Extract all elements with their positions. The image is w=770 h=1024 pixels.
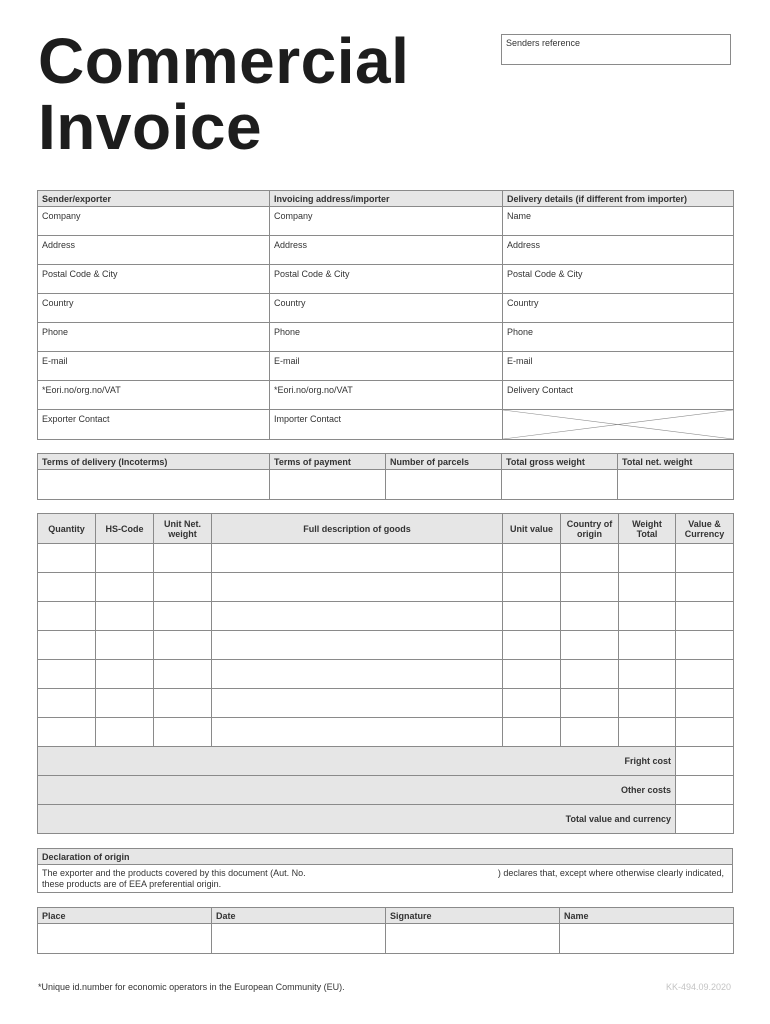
fright-cost-field[interactable] — [676, 747, 734, 776]
importer-contact-field[interactable]: Importer Contact — [270, 410, 503, 440]
exporter-eori-field[interactable]: *Eori.no/org.no/VAT — [38, 381, 270, 410]
goods-cell[interactable] — [676, 544, 734, 573]
goods-cell[interactable] — [503, 544, 561, 573]
total-value-field[interactable] — [676, 805, 734, 834]
goods-cell[interactable] — [503, 660, 561, 689]
importer-phone-field[interactable]: Phone — [270, 323, 503, 352]
other-costs-label: Other costs — [38, 776, 676, 805]
goods-row — [38, 631, 734, 660]
exporter-contact-field[interactable]: Exporter Contact — [38, 410, 270, 440]
goods-row — [38, 718, 734, 747]
value-currency-header: Value & Currency — [676, 514, 734, 544]
goods-cell[interactable] — [96, 631, 154, 660]
importer-address-field[interactable]: Address — [270, 236, 503, 265]
name-field[interactable] — [560, 924, 734, 954]
country-of-origin-header: Country of origin — [561, 514, 619, 544]
unit-value-header: Unit value — [503, 514, 561, 544]
declaration-text — [38, 865, 733, 893]
goods-cell[interactable] — [676, 660, 734, 689]
goods-cell[interactable] — [561, 689, 619, 718]
goods-row — [38, 544, 734, 573]
importer-postal-field[interactable]: Postal Code & City — [270, 265, 503, 294]
goods-cell[interactable] — [561, 602, 619, 631]
goods-cell[interactable] — [154, 689, 212, 718]
goods-cell[interactable] — [676, 631, 734, 660]
fright-cost-label: Fright cost — [38, 747, 676, 776]
place-header: Place — [38, 908, 212, 924]
goods-cell[interactable] — [154, 602, 212, 631]
number-of-parcels-header: Number of parcels — [386, 454, 502, 470]
goods-cell[interactable] — [96, 602, 154, 631]
declaration-table — [37, 848, 733, 893]
goods-cell[interactable] — [38, 718, 96, 747]
goods-cell[interactable] — [38, 544, 96, 573]
goods-cell[interactable] — [38, 689, 96, 718]
goods-row — [38, 573, 734, 602]
goods-cell[interactable] — [561, 718, 619, 747]
exporter-company-field[interactable]: Company — [38, 207, 270, 236]
goods-cell[interactable] — [676, 602, 734, 631]
goods-cell[interactable] — [154, 660, 212, 689]
goods-cell[interactable] — [561, 573, 619, 602]
goods-cell[interactable] — [619, 718, 676, 747]
exporter-postal-field[interactable]: Postal Code & City — [38, 265, 270, 294]
terms-of-payment-header: Terms of payment — [270, 454, 386, 470]
terms-of-payment-field[interactable] — [270, 470, 386, 500]
footnote: *Unique id.number for economic operators in the European Community (EU). — [38, 982, 345, 992]
senders-reference-field[interactable] — [501, 34, 731, 65]
exporter-phone-field[interactable]: Phone — [38, 323, 270, 352]
delivery-country-field[interactable]: Country — [503, 294, 734, 323]
goods-cell[interactable] — [503, 602, 561, 631]
invoicing-address-header: Invoicing address/importer — [270, 191, 503, 207]
crossed-out-cell — [503, 410, 734, 440]
exporter-address-field[interactable]: Address — [38, 236, 270, 265]
goods-cell[interactable] — [38, 602, 96, 631]
goods-cell[interactable] — [38, 573, 96, 602]
goods-cell[interactable] — [154, 718, 212, 747]
delivery-details-header: Delivery details (if different from importer) — [503, 191, 734, 207]
goods-cell[interactable] — [154, 544, 212, 573]
goods-cell[interactable] — [561, 631, 619, 660]
goods-cell[interactable] — [619, 573, 676, 602]
total-value-label: Total value and currency — [38, 805, 676, 834]
name-header: Name — [560, 908, 734, 924]
goods-cell[interactable] — [676, 718, 734, 747]
senders-reference-label: Senders reference — [506, 38, 581, 48]
importer-company-field[interactable]: Company — [270, 207, 503, 236]
description-header: Full description of goods — [212, 514, 503, 544]
goods-cell[interactable] — [212, 718, 503, 747]
importer-country-field[interactable]: Country — [270, 294, 503, 323]
terms-of-delivery-header: Terms of delivery (Incoterms) — [38, 454, 270, 470]
signature-field[interactable] — [386, 924, 560, 954]
goods-cell[interactable] — [503, 689, 561, 718]
delivery-contact-field[interactable]: Delivery Contact — [503, 381, 734, 410]
goods-cell[interactable] — [212, 602, 503, 631]
goods-row — [38, 689, 734, 718]
goods-cell[interactable] — [96, 573, 154, 602]
delivery-name-field[interactable]: Name — [503, 207, 734, 236]
number-of-parcels-field[interactable] — [386, 470, 502, 500]
goods-cell[interactable] — [676, 689, 734, 718]
quantity-header: Quantity — [38, 514, 96, 544]
goods-row — [38, 602, 734, 631]
page-title — [38, 25, 410, 163]
total-gross-weight-field[interactable] — [502, 470, 618, 500]
weight-total-header: Weight Total — [619, 514, 676, 544]
goods-cell[interactable] — [96, 660, 154, 689]
signature-header: Signature — [386, 908, 560, 924]
goods-cell[interactable] — [96, 718, 154, 747]
title-line-2: Invoice — [38, 91, 263, 163]
total-net-weight-header: Total net. weight — [618, 454, 734, 470]
goods-cell[interactable] — [619, 631, 676, 660]
exporter-email-field[interactable]: E-mail — [38, 352, 270, 381]
date-header: Date — [212, 908, 386, 924]
goods-cell[interactable] — [38, 631, 96, 660]
delivery-phone-field[interactable]: Phone — [503, 323, 734, 352]
goods-cell[interactable] — [212, 573, 503, 602]
declaration-text-c: these products are of EEA preferential origin. — [42, 879, 222, 889]
goods-cell[interactable] — [212, 544, 503, 573]
goods-row — [38, 660, 734, 689]
date-field[interactable] — [212, 924, 386, 954]
goods-cell[interactable] — [676, 573, 734, 602]
goods-cell[interactable] — [619, 544, 676, 573]
signature-table — [37, 907, 734, 954]
delivery-email-field[interactable]: E-mail — [503, 352, 734, 381]
goods-cell[interactable] — [212, 631, 503, 660]
total-net-weight-field[interactable] — [618, 470, 734, 500]
goods-cell[interactable] — [154, 631, 212, 660]
goods-cell[interactable] — [561, 660, 619, 689]
terms-of-delivery-field[interactable] — [38, 470, 270, 500]
goods-cell[interactable] — [503, 631, 561, 660]
goods-cell[interactable] — [212, 689, 503, 718]
delivery-address-field[interactable]: Address — [503, 236, 734, 265]
delivery-postal-field[interactable]: Postal Code & City — [503, 265, 734, 294]
goods-cell[interactable] — [619, 602, 676, 631]
sender-exporter-header: Sender/exporter — [38, 191, 270, 207]
place-field[interactable] — [38, 924, 212, 954]
address-table — [37, 190, 734, 440]
exporter-country-field[interactable]: Country — [38, 294, 270, 323]
cross-icon — [503, 410, 733, 439]
form-code: KK-494.09.2020 — [666, 982, 732, 992]
title-line-1: Commercial — [38, 25, 410, 97]
declaration-text-a: The exporter and the products covered by this document (Aut. No. — [42, 868, 306, 878]
goods-cell[interactable] — [561, 544, 619, 573]
goods-cell[interactable] — [96, 544, 154, 573]
goods-cell[interactable] — [96, 689, 154, 718]
goods-cell[interactable] — [154, 573, 212, 602]
importer-eori-field[interactable]: *Eori.no/org.no/VAT — [270, 381, 503, 410]
total-gross-weight-header: Total gross weight — [502, 454, 618, 470]
declaration-title: Declaration of origin — [38, 849, 733, 865]
terms-table — [37, 453, 734, 500]
other-costs-field[interactable] — [676, 776, 734, 805]
unit-net-weight-header: Unit Net. weight — [154, 514, 212, 544]
goods-cell[interactable] — [38, 660, 96, 689]
hs-code-header: HS-Code — [96, 514, 154, 544]
goods-cell[interactable] — [619, 689, 676, 718]
importer-email-field[interactable]: E-mail — [270, 352, 503, 381]
goods-cell[interactable] — [619, 660, 676, 689]
goods-table — [37, 513, 734, 834]
declaration-text-b: ) declares that, except where otherwise clearly indicated, — [497, 868, 724, 878]
goods-cell[interactable] — [503, 573, 561, 602]
goods-cell[interactable] — [503, 718, 561, 747]
goods-cell[interactable] — [212, 660, 503, 689]
